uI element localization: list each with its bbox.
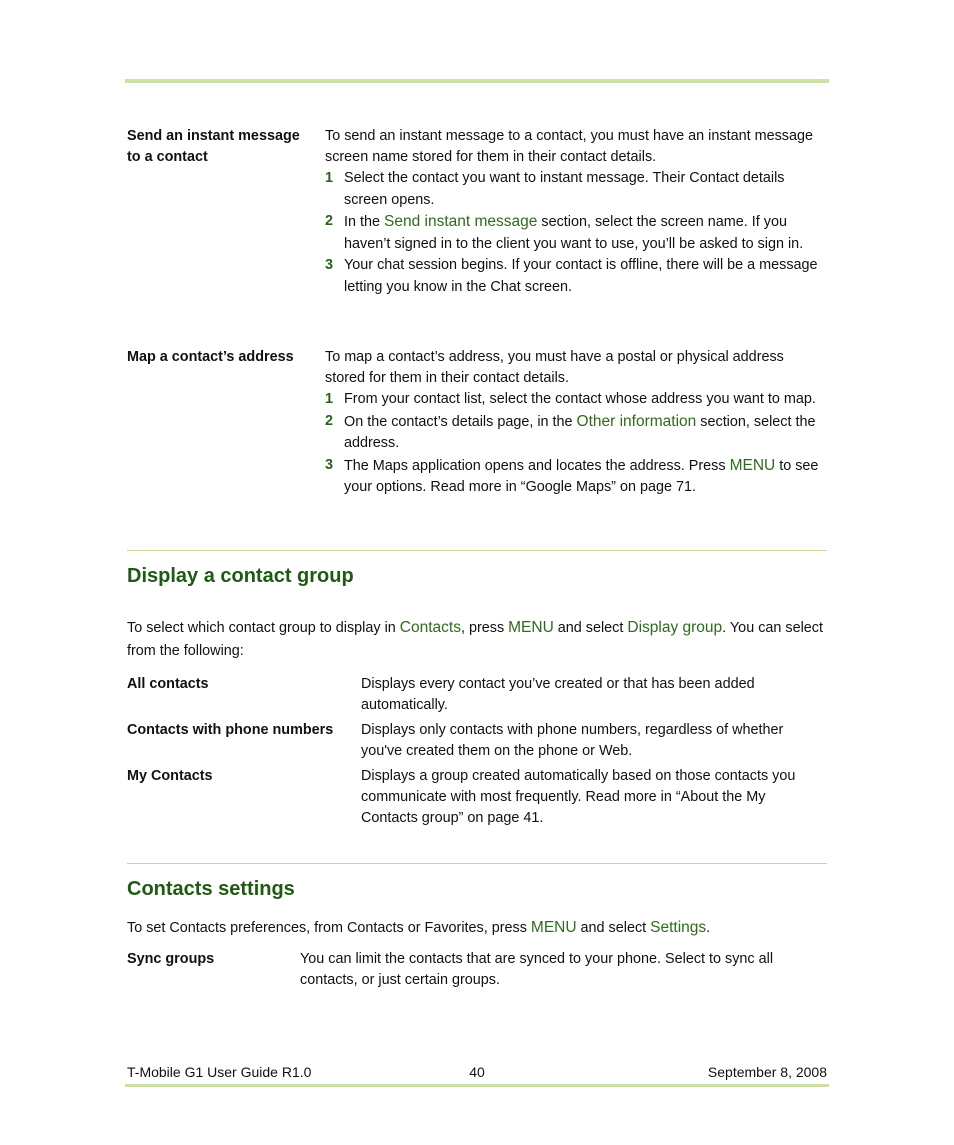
step-text: Your chat session begins. If your contact is offline, there will be a message letting you know in the Chat screen. bbox=[344, 257, 818, 295]
map-address-description bbox=[325, 347, 825, 499]
map-address-intro: To map a contact’s address, you must have a postal or physical address stored for them in their contact details. bbox=[325, 349, 784, 386]
intro-text: . bbox=[706, 920, 711, 936]
step-text: section, select the screen name. If you haven’t signed in to the client you want to use, you’ll be asked to sign in. bbox=[344, 214, 804, 252]
intro-text: , press bbox=[460, 620, 509, 636]
display-group-intro bbox=[127, 616, 827, 663]
step bbox=[325, 211, 825, 255]
ui-term: MENU bbox=[508, 619, 554, 636]
step bbox=[325, 455, 825, 499]
definition-term: My Contacts bbox=[127, 768, 213, 784]
step-number: 1 bbox=[325, 391, 334, 407]
map-address-steps bbox=[325, 389, 825, 499]
step-text: On the contact’s details page, in the bbox=[344, 413, 577, 430]
definition-description: Displays a group created automatically based on those contacts you communicate with most frequently. Read more in “About the My Contacts group” on page 41. bbox=[361, 768, 796, 826]
step-number: 1 bbox=[325, 170, 334, 186]
footer-guide-title: T-Mobile G1 User Guide R1.0 bbox=[127, 1064, 312, 1080]
send-im-steps bbox=[325, 168, 825, 298]
definition-description: Displays only contacts with phone numbers, regardless of whether you've created them on the phone or Web. bbox=[361, 722, 784, 759]
ui-term: Display group bbox=[627, 619, 723, 636]
step bbox=[325, 389, 825, 411]
intro-text: and select bbox=[553, 620, 628, 636]
definition-term: All contacts bbox=[127, 676, 209, 692]
step-text: to see your options. Read more in “Google Maps” on page 71. bbox=[344, 457, 819, 495]
step bbox=[325, 255, 825, 298]
step-text: The Maps application opens and locates the address. Press bbox=[344, 457, 730, 474]
send-im-term: Send an instant message to a contact bbox=[127, 128, 300, 165]
definition-term: Contacts with phone numbers bbox=[127, 722, 334, 738]
intro-text: and select bbox=[576, 920, 651, 936]
ui-term: Other information bbox=[576, 412, 697, 430]
definition-description: Displays every contact you’ve created or that has been added automatically. bbox=[361, 676, 755, 713]
step bbox=[325, 168, 825, 211]
contacts-settings-intro bbox=[127, 916, 827, 940]
section-divider bbox=[127, 550, 827, 551]
ui-term: Settings bbox=[650, 919, 707, 936]
step-text: In the bbox=[344, 214, 385, 230]
display-group-heading: Display a contact group bbox=[127, 565, 354, 587]
ui-term: Contacts bbox=[399, 619, 461, 636]
step bbox=[325, 411, 825, 455]
step-text: From your contact list, select the contact whose address you want to map. bbox=[344, 391, 816, 407]
step-number: 3 bbox=[325, 456, 334, 473]
send-im-description bbox=[325, 126, 825, 298]
definition-description: You can limit the contacts that are synced to your phone. Select to sync all contacts, or just certain groups. bbox=[300, 951, 774, 988]
footer-rule bbox=[125, 1084, 829, 1087]
send-im-intro: To send an instant message to a contact, you must have an instant message screen name stored for them in their contact details. bbox=[325, 128, 813, 165]
page-number: 40 bbox=[469, 1064, 485, 1080]
intro-text: To select which contact group to display in bbox=[127, 620, 400, 636]
map-address-term: Map a contact’s address bbox=[127, 349, 294, 365]
contacts-settings-heading: Contacts settings bbox=[127, 878, 295, 900]
step-number: 2 bbox=[325, 213, 334, 229]
step-number: 2 bbox=[325, 412, 334, 429]
ui-term: Send instant message bbox=[384, 213, 538, 230]
ui-term: MENU bbox=[530, 919, 577, 936]
step-text: section, select the address. bbox=[344, 413, 816, 451]
header-rule bbox=[125, 79, 829, 83]
footer-date: September 8, 2008 bbox=[707, 1064, 827, 1080]
definition-term: Sync groups bbox=[127, 951, 215, 967]
step-number: 3 bbox=[325, 257, 334, 273]
intro-text: To set Contacts preferences, from Contacts or Favorites, press bbox=[127, 920, 531, 936]
ui-term: MENU bbox=[729, 456, 776, 474]
step-text: Select the contact you want to instant message. Their Contact details screen opens. bbox=[344, 170, 785, 208]
section-divider bbox=[127, 863, 827, 864]
intro-text: . You can select from the following: bbox=[127, 620, 823, 659]
